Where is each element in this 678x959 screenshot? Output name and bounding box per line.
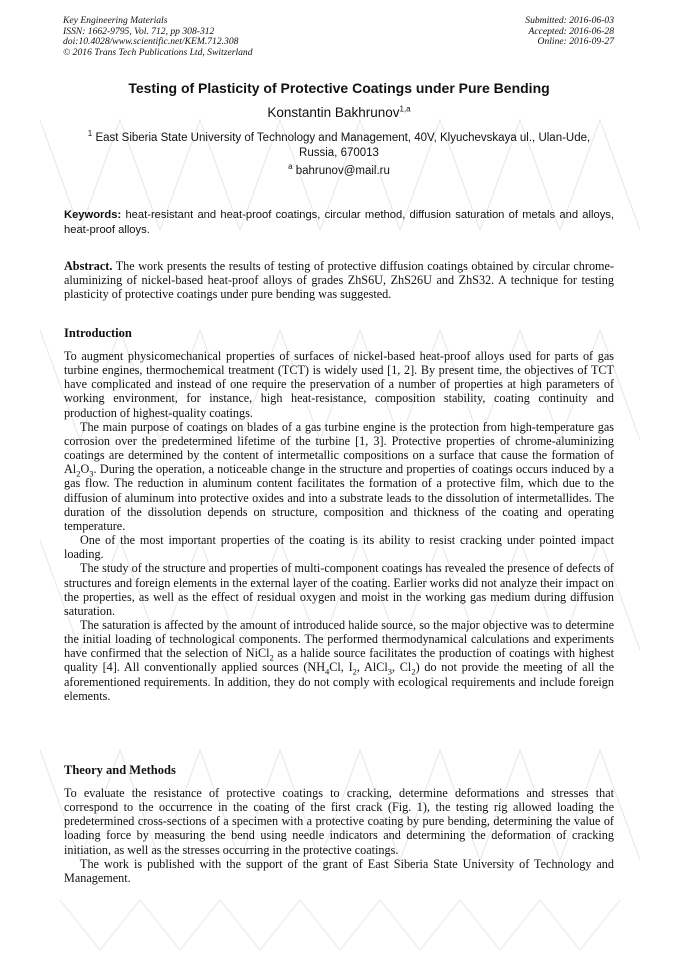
accepted-date: Accepted: 2016-06-28 xyxy=(528,25,614,37)
introduction-section xyxy=(64,349,614,703)
paragraph: The work is published with the support of the grant of East Siberia State University of Technology and Management. xyxy=(64,856,614,885)
copyright: © 2016 Trans Tech Publications Ltd, Switzerland xyxy=(63,46,253,58)
author-name: Konstantin Bakhrunov xyxy=(267,105,400,120)
doi[interactable]: doi:10.4028/www.scientific.net/KEM.712.308 xyxy=(63,36,239,48)
paragraph: To evaluate the resistance of protective coatings to cracking, determine deformations and stresses that correspond to the occurrence in the coating of the first crack (Fig. 1), the testing rig allowed loading the predetermined cross-sections of a specimen with a protective coating by pure bending, determining the value of loading force by measuring the bend using needle indicators and determining the deformation of cracking initiation, as well as the stresses occurring in the protective coatings. xyxy=(64,786,614,857)
paragraph: To augment physicomechanical properties of surfaces of nickel-based heat-proof alloys used for parts of gas turbine engines, thermochemical treatment (TCT) is widely used [1, 2]. By present time, the objectives of TCT have complicated and instead of one require the preservation of a number of properties at high parameters of working environment, for instance, high heat-resistance, composition stability, coating continuity and production of highest-quality coatings. xyxy=(64,349,614,420)
submitted-date: Submitted: 2016-06-03 xyxy=(525,15,614,26)
email-line xyxy=(0,162,678,177)
publication-dates xyxy=(525,16,614,48)
affiliation xyxy=(80,131,598,161)
abstract xyxy=(64,259,614,301)
journal-info xyxy=(63,16,253,58)
author-line xyxy=(0,105,678,120)
abstract-label: Abstract. xyxy=(64,259,113,273)
online-date: Online: 2016-09-27 xyxy=(537,36,614,48)
section-heading-theory: Theory and Methods xyxy=(64,763,176,777)
paragraph: One of the most important properties of the coating is its ability to resist cracking under pointed impact loading. xyxy=(64,533,614,562)
issn: ISSN: 1662-9795, Vol. 712, pp 308-312 xyxy=(63,25,215,37)
affiliation-superscript: 1 xyxy=(87,129,93,139)
author-superscript: 1,a xyxy=(399,104,411,114)
affiliation-text: East Siberia State University of Technology and Management, 40V, Klyuchevskaya ul., Ulan-Ude, Russia, 670013 xyxy=(95,132,591,159)
keywords-text: heat-resistant and heat-proof coatings, circular method, diffusion saturation of metals and alloys, heat-proof alloys. xyxy=(64,209,614,236)
paragraph: The main purpose of coatings on blades of a gas turbine engine is the protection from high-temperature gas corrosion over the predetermined lifetime of the turbine [1, 3]. Protective properties of chrome-aluminizing coatings are determined by the content of intermetallic compositions on a surface that cause the formation of $Al_2O_3$. During the operation, a noticeable change in the structure and properties of coatings occurs induced by a gas flow. The reduction in aluminum content facilitates the formation of a protective film, which due to the diffusion of aluminum into protective oxides and into a substrate leads to the dissolution of intermetallides. The duration of the dissolution depends on structure, composition and thickness of the coating and operating temperature. xyxy=(64,419,614,533)
paper-title: Testing of Plasticity of Protective Coatings under Pure Bending xyxy=(128,80,550,96)
email-superscript: a xyxy=(288,162,293,172)
author-email[interactable]: bahrunov@mail.ru xyxy=(295,165,390,177)
abstract-text: The work presents the results of testing of protective diffusion coatings obtained by circular chrome-aluminizing of nickel-based heat-proof alloys of grades ZhS6U, ZhS26U and ZhS32. A technique for testing plasticity of protective coatings under pure bending was suggested. xyxy=(64,259,614,302)
theory-section xyxy=(64,786,614,885)
keywords-label: Keywords: xyxy=(64,209,122,221)
journal-name: Key Engineering Materials xyxy=(63,15,168,26)
paragraph: The saturation is affected by the amount of introduced halide source, so the major objective was to determine the initial loading of technological components. The performed thermodynamical calculations and experiments have confirmed that the selection of NiCl$_2$ as a halide source facilitates the production of coatings with highest quality [4]. All conventionally applied sources ($NH_4Cl$, $I_2$, AlCl$_3$, $Cl_2$) do not provide the meeting of all the aforementioned requirements. In addition, they do not comply with ecological requirements and include foreign elements. xyxy=(64,617,614,703)
paragraph: The study of the structure and properties of multi-component coatings has revealed the presence of defects of structures and foreign elements in the external layer of the coating. Earlier works did not analyze their impact on the properties, as well as the effect of residual oxygen and moist in the working gas medium during diffusion saturation. xyxy=(64,561,614,618)
section-heading-introduction: Introduction xyxy=(64,326,132,340)
keywords xyxy=(64,208,614,237)
